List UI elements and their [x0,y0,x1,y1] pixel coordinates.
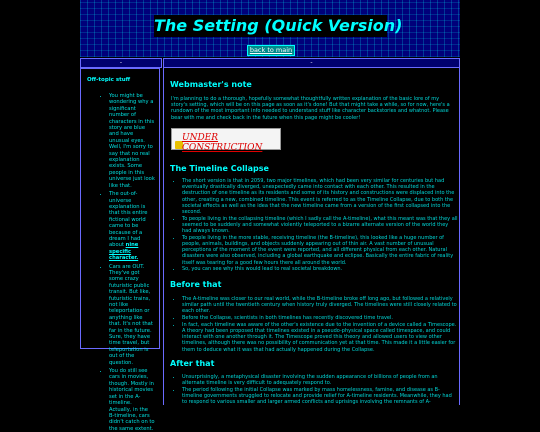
list-item: • The short version is that in 2059, two major timelines, which had been very similar for centuries but had eventually drastically diverged, unexpectedly came into contact with each other. This resulted in the destruction of one timeline as its residents and some of its history and constructions were displaced into the other, creating a new, combined timeline. This event is referred to as the Timeline Collapse, due to both the societal effects as well as the idea that the new timeline came from a version of the first collapsed into the second. [182,178,458,215]
sidebar-list [81,93,159,432]
webmaster-note-text: I'm planning to do a thorough, hopefully somewhat thoughtfully written explanation of the basic lore of my story's setting, which will be on this page as soon as it's done! But that might take a while, so for now, here's a rundown of the most important info needed to understand stuff like character backstories and whatnot. Please bear with me and check back in the future when this page might be cooler! [171,96,450,121]
after-that-heading: After that [170,359,215,368]
after-that-list [168,374,458,405]
before-that-heading: Before that [170,280,222,289]
under-construction-banner [171,128,281,153]
header-banner [80,0,460,57]
sidebar-item: • You might be wondering why a significant number of characters in this story are blue and have unusual eyes. Well, I'm sorry to say that no real explanation exists. Some people in this universe just look like that. [109,93,155,189]
list-item: • In fact, each timeline was aware of the other's existence due to the invention of a device called a Timescope. A theory had been proposed that timelines existed in a pseudo-physical space called timespace, and could interact with one another through it. The Timescope proved this theory and allowed users to view other timelines, although there was no possibility of communication yet at that time. This made it a little easier for them to deduce what it was that had actually happened during the Collapse. [182,322,458,353]
before-that-list [168,296,458,353]
list-item: • So, you can see why this would lead to real societal breakdown. [182,266,458,272]
list-item: • To people living in the more stable, receiving timeline (the B-timeline), this looked like a huge number of people, animals, buildings, and objects suddenly appearing out of thin air. A vast number of unusual perceptions of the moment of the event were reported, and all different physical from each other. Natural disasters were also observed, including a global earthquake and eclipse. Basically the entire fabric of reality itself was tearing for a good few hours there all around the world. [182,235,458,266]
sidebar-item: • You do still see cars in movies, though. Mostly in historical movies set in the A-timeline. Actually, in the B-timeline, cars didn't catch on to the same extent. [109,368,155,432]
webmaster-note-heading: Webmaster's note [170,80,252,89]
sidebar-header-bar: - [80,58,162,68]
list-item: • The A-timeline was closer to our real world, while the B-timeline broke off long ago, but followed a relatively similar path until the twentieth century when history truly diverged. The timelines were still closely related to each other. [182,296,458,315]
timeline-collapse-list [168,178,458,273]
timeline-collapse-heading: The Timeline Collapse [170,164,269,173]
sidebar-item: • Cars are OUT. They've got some crazy futuristic public transit. But like, futuristic trains, not like teleportation or anything like that. It's not that far in the future. Sure, they have time travel, but teleportation is out of the question. [109,264,155,367]
list-item: • The period following the initial Collapse was marked by mass homelessness, famine, and disease as B-timeline governments struggled to relocate and provide relief for A-timeline residents. Meanwhile, they had to respond to various smaller and larger armed conflicts and uprisings involving the remnants of A- [182,387,458,405]
list-item: • Before the Collapse, scientists in both timelines has recently discovered time travel. [182,315,458,321]
sidebar-panel [80,68,160,432]
under-construction-text: UNDER CONSTRUCTION [182,133,263,153]
list-item: • Unsurprisingly, a metaphysical disaster involving the sudden appearance of billions of people from an alternate timeline is very difficult to adequately respond to. [182,374,458,386]
back-to-main-link[interactable]: back to main [247,45,295,56]
page-title: The Setting (Quick Version) [154,16,403,35]
sidebar-item [109,191,155,261]
specific-character-link[interactable]: nine specific character. [109,242,139,262]
main-content [163,68,460,405]
sidebar-item-text: The out-of-universe explanation is that this entire fictional world came to be because of a dream I had about [109,191,148,249]
main-header-bar: - [163,58,460,68]
list-item: • To people living in the collapsing timeline (which I sadly call the A-timeline), what this meant was that they all seemed to be suddenly and somewhat violently teleported to a bizarre alternate version of the world they had always known. [182,216,458,235]
sidebar-heading: Off-topic stuff [87,77,131,83]
